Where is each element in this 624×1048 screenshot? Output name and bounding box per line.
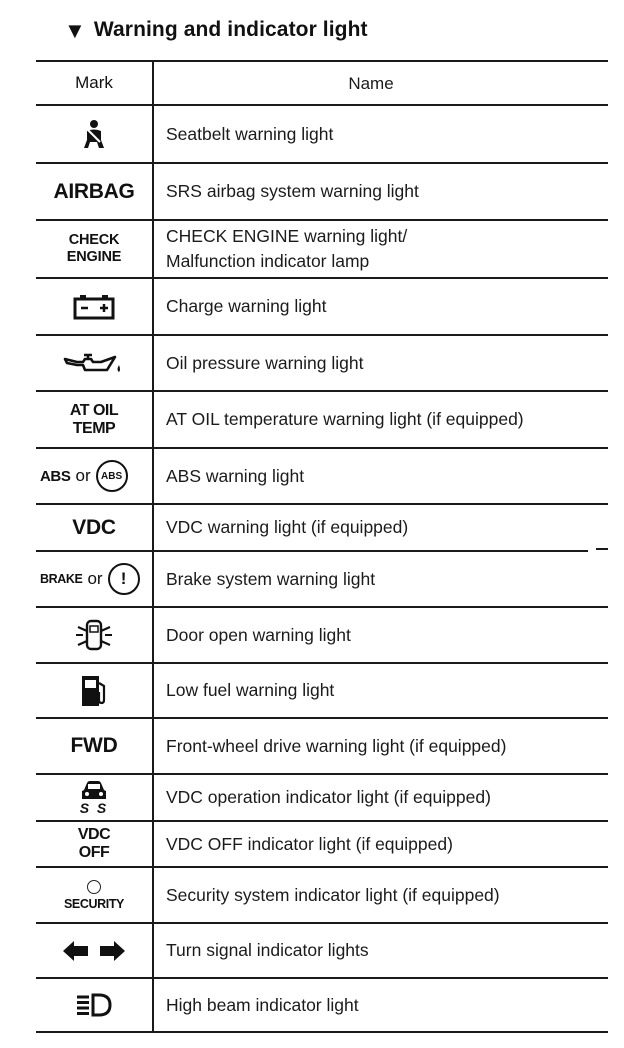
table-row <box>36 505 608 550</box>
mark-line: TEMP <box>72 419 116 437</box>
row-name: Oil pressure warning light <box>166 352 364 373</box>
table-row <box>36 279 608 334</box>
or-text: or <box>87 569 103 588</box>
door-open-icon <box>74 619 114 651</box>
row-mark <box>36 608 152 662</box>
triangle-down-icon: ▼ <box>64 18 86 43</box>
column-header-mark: Mark <box>75 73 113 92</box>
high-beam-icon <box>75 993 113 1017</box>
security-mark <box>64 880 124 911</box>
oil-can-icon <box>63 351 125 375</box>
skid-marks-text: S S <box>79 800 109 816</box>
table-row <box>36 979 608 1031</box>
row-name: Security system indicator light (if equipped) <box>166 884 500 905</box>
at-oil-temp-mark <box>70 402 118 438</box>
row-mark <box>36 664 152 717</box>
row-mark <box>36 279 152 334</box>
table-row <box>36 719 608 773</box>
row-mark <box>36 106 152 162</box>
table-row <box>36 924 608 977</box>
row-name: Front-wheel drive warning light (if equipped) <box>166 735 507 756</box>
vdc-off-mark <box>78 826 110 862</box>
row-name: VDC OFF indicator light (if equipped) <box>166 833 453 854</box>
row-mark <box>36 822 152 866</box>
brake-circle-icon: ! <box>108 563 140 595</box>
row-name: VDC warning light (if equipped) <box>166 517 409 537</box>
row-name: Seatbelt warning light <box>166 123 334 144</box>
brake-mark: BRAKE <box>40 572 83 586</box>
row-name: Charge warning light <box>166 296 327 316</box>
vdc-operation-icon <box>80 780 108 802</box>
row-mark <box>36 979 152 1031</box>
row-name: AT OIL temperature warning light (if equipped) <box>166 409 524 429</box>
table-row <box>36 868 608 922</box>
table-row <box>36 664 608 717</box>
table-row <box>36 336 608 390</box>
mark-line: AT OIL <box>69 401 119 419</box>
row-mark <box>36 924 152 977</box>
airbag-mark: AIRBAG <box>53 179 135 203</box>
row-name: Door open warning light <box>166 624 351 645</box>
row-mark <box>36 449 156 503</box>
row-mark <box>36 336 152 390</box>
row-name: SRS airbag system warning light <box>166 181 419 201</box>
row-name: ABS warning light <box>166 465 305 486</box>
battery-icon <box>73 294 115 320</box>
row-mark <box>36 221 152 277</box>
row-name: Turn signal indicator lights <box>166 940 369 960</box>
row-name <box>166 221 602 277</box>
row-name: Low fuel warning light <box>166 680 335 700</box>
table-header <box>36 62 608 104</box>
stray-rule-fragment <box>596 548 608 550</box>
warning-light-table <box>36 0 608 1048</box>
row-name: High beam indicator light <box>166 994 359 1015</box>
row-mark <box>36 719 152 773</box>
table-rule <box>36 1031 608 1033</box>
row-mark <box>36 505 152 550</box>
check-engine-mark <box>67 232 121 266</box>
row-mark <box>36 392 152 447</box>
row-mark <box>36 868 152 922</box>
seatbelt-icon <box>82 119 106 149</box>
mark-line: VDC <box>77 826 111 843</box>
mark-line: OFF <box>78 844 110 861</box>
security-light-icon <box>87 880 101 894</box>
abs-mark: ABS <box>40 467 71 485</box>
table-row <box>36 608 608 662</box>
table-row <box>36 449 608 503</box>
turn-signal-arrows-icon <box>61 940 127 962</box>
vdc-operation-mark <box>80 780 109 815</box>
fwd-mark: FWD <box>70 734 118 757</box>
mark-line: ENGINE <box>66 249 122 265</box>
fuel-pump-icon <box>80 674 108 708</box>
table-row <box>36 221 608 277</box>
abs-circle-icon: ABS <box>96 460 128 492</box>
column-header-name: Name <box>348 73 394 93</box>
mark-line: CHECK <box>68 232 120 248</box>
table-row <box>36 822 608 866</box>
or-text: or <box>75 466 91 485</box>
table-row <box>36 552 608 606</box>
row-name: Brake system warning light <box>166 568 376 589</box>
section-title-text: Warning and indicator light <box>93 18 368 41</box>
table-row <box>36 392 608 447</box>
name-line: Malfunction indicator lamp <box>166 251 370 271</box>
table-row <box>36 106 608 162</box>
table-row <box>36 164 608 219</box>
table-row <box>36 775 608 820</box>
name-line: CHECK ENGINE warning light/ <box>166 226 408 246</box>
row-mark <box>36 164 152 219</box>
row-mark <box>36 552 156 606</box>
row-name: VDC operation indicator light (if equipped) <box>166 787 491 807</box>
row-mark <box>36 775 152 820</box>
security-label: SECURITY <box>63 896 124 911</box>
vdc-mark: VDC <box>72 515 116 539</box>
